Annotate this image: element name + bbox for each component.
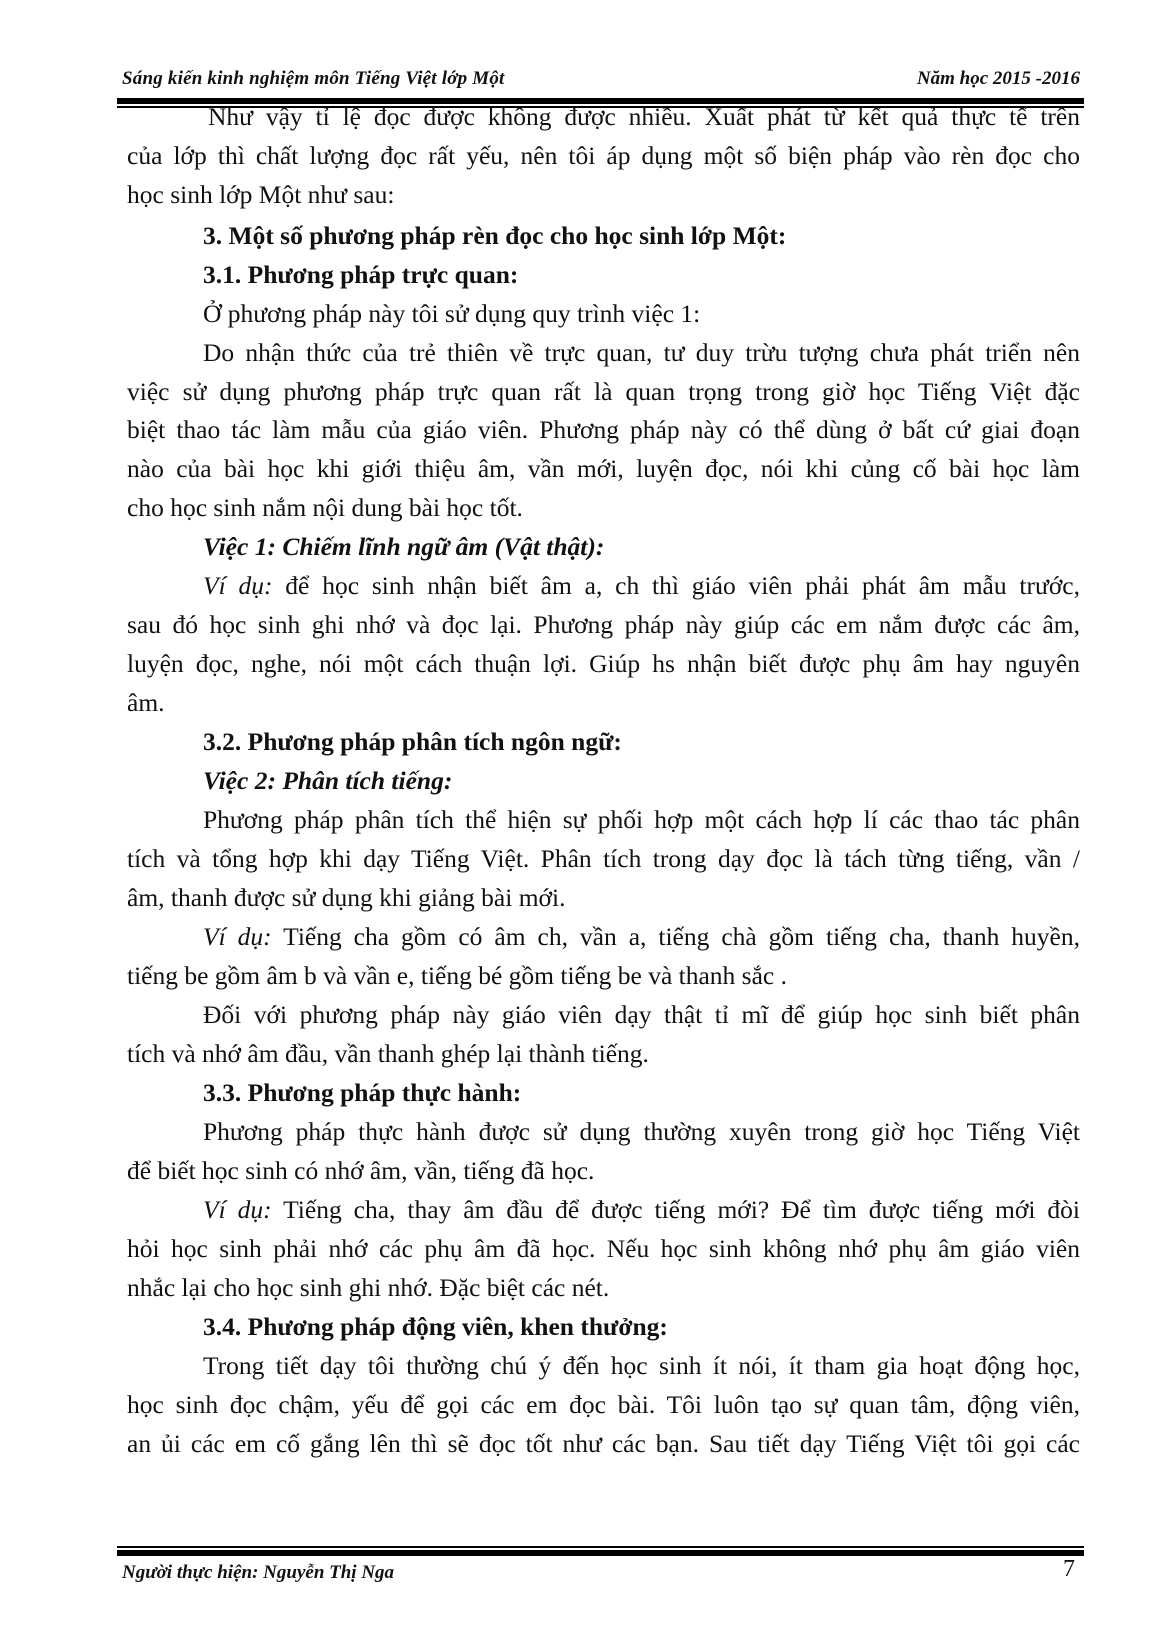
section-heading-3-4: 3.4. Phương pháp động viên, khen thưởng: [203,1312,668,1341]
paragraph-line: Đối với phương pháp này giáo viên dạy thật tỉ mĩ để giúp học sinh biết phân [203,1000,1080,1029]
task-heading-2: Việc 2: Phân tích tiếng: [203,766,453,795]
footer-rule-thin [117,1546,1084,1548]
paragraph-line [203,920,1080,954]
paragraph-line: tích và tổng hợp khi dạy Tiếng Việt. Phân tích trong dạy đọc là tách từng tiếng, vần / [127,844,1080,873]
example-text: để học sinh nhận biết âm a, ch thì giáo viên phải phát âm mẫu trước, [272,571,1080,600]
paragraph-line: học sinh đọc chậm, yếu để gọi các em đọc bài. Tôi luôn tạo sự quan tâm, động viên, [127,1390,1080,1419]
paragraph-line: cho học sinh nắm nội dung bài học tốt. [127,493,523,522]
paragraph-line: Như vậy tỉ lệ đọc được không được nhiều. Xuất phát từ kết quả thực tế trên [208,102,1080,131]
paragraph-line: an ủi các em cố gắng lên thì sẽ đọc tốt như các bạn. Sau tiết dạy Tiếng Việt tôi gọi các [127,1429,1080,1458]
section-heading-3-3: 3.3. Phương pháp thực hành: [203,1078,522,1107]
example-label: Ví dụ: [203,1195,272,1224]
task-heading-1: Việc 1: Chiếm lĩnh ngữ âm (Vật thật): [203,532,605,561]
paragraph-line: nhắc lại cho học sinh ghi nhớ. Đặc biệt các nét. [127,1273,610,1302]
paragraph-line: biệt thao tác làm mẫu của giáo viên. Phương pháp này có thể dùng ở bất cứ giai đoạn [127,415,1080,444]
paragraph-line: nào của bài học khi giới thiệu âm, vần mới, luyện đọc, nói khi củng cố bài học làm [127,454,1080,483]
header-school-year: Năm học 2015 -2016 [916,68,1080,89]
example-text: Tiếng cha gồm có âm ch, vần a, tiếng chà gồm tiếng cha, thanh huyền, [271,922,1080,951]
paragraph-line: hỏi học sinh phải nhớ các phụ âm đã học. Nếu học sinh không nhớ phụ âm giáo viên [127,1234,1080,1263]
example-text: Tiếng cha, thay âm đầu để được tiếng mới? Để tìm được tiếng mới đòi [271,1195,1080,1224]
section-heading-3-2: 3.2. Phương pháp phân tích ngôn ngữ: [203,727,622,756]
footer-author: Người thực hiện: Nguyễn Thị Nga [122,1562,395,1583]
section-heading-3-1: 3.1. Phương pháp trực quan: [203,260,519,289]
paragraph-line: để biết học sinh có nhớ âm, vần, tiếng đã học. [127,1156,595,1185]
paragraph-line: tiếng be gồm âm b và vần e, tiếng bé gồm tiếng be và thanh sắc . [127,961,787,990]
paragraph-line: Trong tiết dạy tôi thường chú ý đến học sinh ít nói, ít tham gia hoạt động học, [203,1351,1080,1380]
paragraph-line: việc sử dụng phương pháp trực quan rất là quan trọng trong giờ học Tiếng Việt đặc [127,377,1080,406]
paragraph-line [203,1193,1080,1227]
footer-rule-thick [117,1550,1084,1556]
page-number: 7 [1063,1556,1075,1582]
paragraph-line: luyện đọc, nghe, nói một cách thuận lợi. Giúp hs nhận biết được phụ âm hay nguyên [127,649,1080,678]
paragraph-line: của lớp thì chất lượng đọc rất yếu, nên tôi áp dụng một số biện pháp vào rèn đọc cho [127,141,1080,170]
paragraph-line: tích và nhớ âm đầu, vần thanh ghép lại thành tiếng. [127,1039,649,1068]
header-title: Sáng kiến kinh nghiệm môn Tiếng Việt lớp Một [122,68,505,89]
paragraph-line: Phương pháp thực hành được sử dụng thường xuyên trong giờ học Tiếng Việt [203,1117,1080,1146]
example-label: Ví dụ: [203,571,273,600]
paragraph-line: Do nhận thức của trẻ thiên về trực quan, tư duy trừu tượng chưa phát triển nên [203,338,1080,367]
paragraph-line: Phương pháp phân tích thể hiện sự phối hợp một cách hợp lí các thao tác phân [203,805,1080,834]
paragraph-line: âm, thanh được sử dụng khi giảng bài mới. [127,883,566,912]
paragraph-line: sau đó học sinh ghi nhớ và đọc lại. Phương pháp này giúp các em nắm được các âm, [127,610,1080,639]
paragraph-line [203,569,1080,603]
paragraph-line: học sinh lớp Một như sau: [127,180,395,209]
paragraph-line: Ở phương pháp này tôi sử dụng quy trình việc 1: [203,299,701,328]
example-label: Ví dụ: [203,922,272,951]
section-heading-3: 3. Một số phương pháp rèn đọc cho học sinh lớp Một: [203,221,787,250]
paragraph-line: âm. [127,688,165,717]
